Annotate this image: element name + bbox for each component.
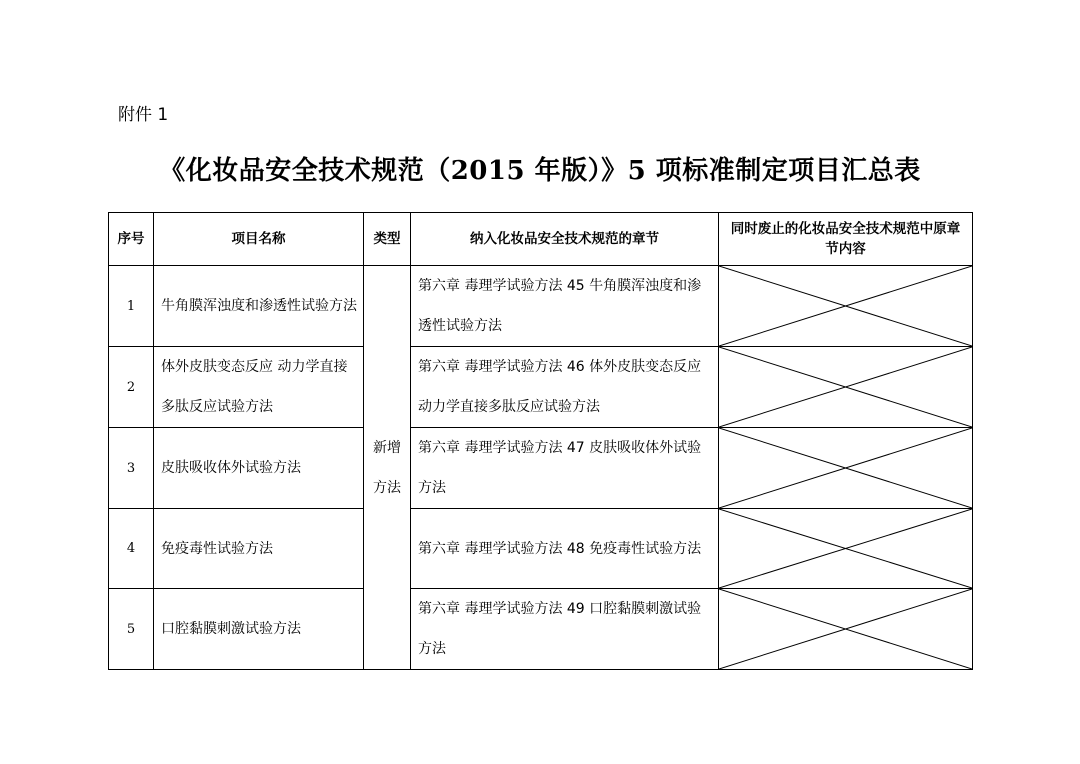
- header-type: 类型: [364, 213, 411, 266]
- summary-table: [108, 212, 973, 670]
- table-row: [109, 589, 973, 670]
- header-chapter: 纳入化妆品安全技术规范的章节: [411, 213, 719, 266]
- header-index: 序号: [109, 213, 154, 266]
- attachment-label: 附件 1: [118, 105, 169, 125]
- row-name: 免疫毒性试验方法: [154, 509, 364, 589]
- header-name: 项目名称: [154, 213, 364, 266]
- row-chapter: 第六章 毒理学试验方法 48 免疫毒性试验方法: [411, 509, 719, 589]
- row-name: 口腔黏膜刺激试验方法: [154, 589, 364, 670]
- cross-mark: [719, 266, 972, 346]
- row-index: 1: [109, 266, 154, 347]
- header-repealed: 同时废止的化妆品安全技术规范中原章节内容: [719, 213, 973, 266]
- table-row: [109, 347, 973, 428]
- type-cell: 新增方法: [364, 266, 411, 670]
- repealed-empty-cell: [719, 347, 973, 428]
- row-chapter: 第六章 毒理学试验方法 49 口腔黏膜刺激试验方法: [411, 589, 719, 670]
- row-chapter: 第六章 毒理学试验方法 46 体外皮肤变态反应 动力学直接多肽反应试验方法: [411, 347, 719, 428]
- row-index: 5: [109, 589, 154, 670]
- repealed-empty-cell: [719, 509, 973, 589]
- row-chapter: 第六章 毒理学试验方法 45 牛角膜浑浊度和渗透性试验方法: [411, 266, 719, 347]
- table-row: [109, 428, 973, 509]
- row-index: 2: [109, 347, 154, 428]
- repealed-empty-cell: [719, 428, 973, 509]
- row-index: 4: [109, 509, 154, 589]
- document-title: 《化妆品安全技术规范（2015 年版）》5 项标准制定项目汇总表: [159, 156, 921, 186]
- repealed-empty-cell: [719, 589, 973, 670]
- cross-mark: [719, 347, 972, 427]
- cross-mark: [719, 509, 972, 588]
- row-chapter: 第六章 毒理学试验方法 47 皮肤吸收体外试验方法: [411, 428, 719, 509]
- row-index: 3: [109, 428, 154, 509]
- table-row: [109, 266, 973, 347]
- table-header-row: [109, 213, 973, 266]
- row-name: 体外皮肤变态反应 动力学直接多肽反应试验方法: [154, 347, 364, 428]
- row-name: 皮肤吸收体外试验方法: [154, 428, 364, 509]
- cross-mark: [719, 428, 972, 508]
- repealed-empty-cell: [719, 266, 973, 347]
- table-row: [109, 509, 973, 589]
- row-name: 牛角膜浑浊度和渗透性试验方法: [154, 266, 364, 347]
- cross-mark: [719, 589, 972, 669]
